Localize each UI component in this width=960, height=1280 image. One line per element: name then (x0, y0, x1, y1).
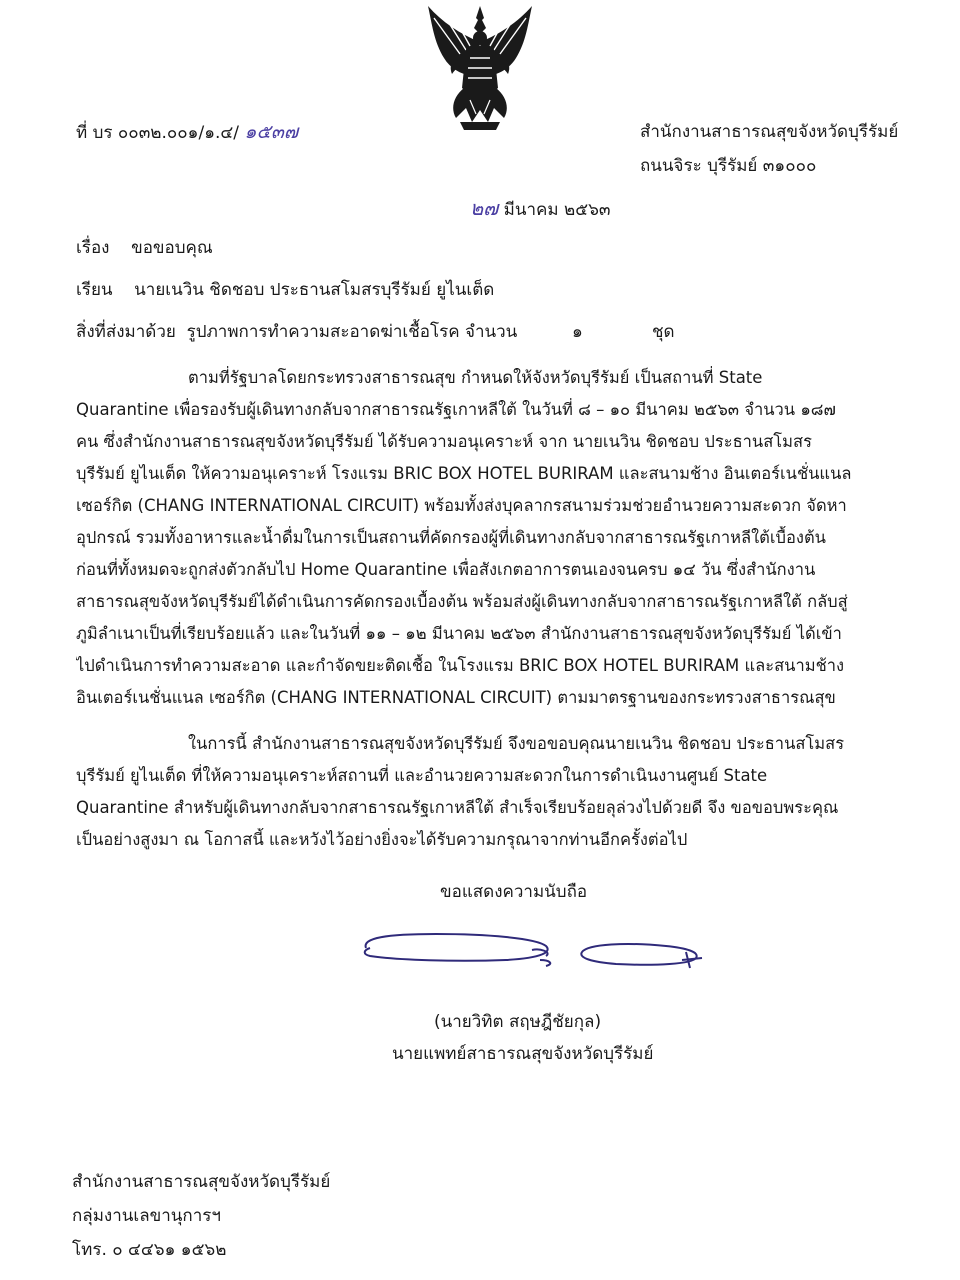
footer-phone: โทร. ๐ ๔๔๖๑ ๑๕๖๒ (72, 1240, 227, 1260)
paragraph-line: ก่อนที่ทั้งหมดจะถูกส่งตัวกลับไป Home Quarantine เพื่อสังเกตอาการตนเองจนครบ ๑๔ วัน ซึ่งสำนักงาน (76, 560, 816, 579)
footer-office: สำนักงานสาธารณสุขจังหวัดบุรีรัมย์ (72, 1172, 331, 1192)
paragraph-line: Quarantine เพื่อรองรับผู้เดินทางกลับจากสาธารณรัฐเกาหลีใต้ ในวันที่ ๘ – ๑๐ มีนาคม ๒๕๖๓ จำนวน ๑๘๗ (76, 400, 836, 419)
closing-salutation: ขอแสดงความนับถือ (440, 882, 588, 902)
paragraph-line: บุรีรัมย์ ยูไนเต็ด ให้ความอนุเคราะห์ โรงแรม BRIC BOX HOTEL BURIRAM และสนามช้าง อินเตอร์เนชั่นแนล (76, 464, 852, 483)
reference-handwritten: ๑๕๓๗ (244, 121, 299, 143)
enclosure-count: ๑ (572, 322, 583, 342)
reference-number (76, 120, 298, 145)
recipient-text: นายเนวิน ชิดชอบ ประธานสโมสรบุรีรัมย์ ยูไนเต็ด (134, 280, 495, 300)
paragraph-line: Quarantine สำหรับผู้เดินทางกลับจากสาธารณรัฐเกาหลีใต้ สำเร็จเรียบร้อยลุล่วงไปด้วยดี จึง ขอขอบพระคุณ (76, 798, 839, 817)
office-name: สำนักงานสาธารณสุขจังหวัดบุรีรัมย์ (640, 122, 899, 142)
signatory-position: นายแพทย์สาธารณสุขจังหวัดบุรีรัมย์ (392, 1044, 654, 1064)
footer-division: กลุ่มงานเลขานุการฯ (72, 1206, 221, 1226)
paragraph-line: เซอร์กิต (CHANG INTERNATIONAL CIRCUIT) พร้อมทั้งส่งบุคลากรสนามร่วมช่วยอำนวยความสะดวก จัดหา (76, 496, 847, 515)
paragraph-line: เป็นอย่างสูงมา ณ โอกาสนี้ และหวังไว้อย่างยิ่งจะได้รับความกรุณาจากท่านอีกครั้งต่อไป (76, 830, 688, 849)
signatory-name: (นายวิทิต สฤษฎีชัยกุล) (434, 1012, 602, 1032)
enclosure-line (76, 320, 517, 344)
subject-text: ขอขอบคุณ (131, 238, 213, 258)
recipient-line (76, 278, 494, 302)
subject-line (76, 236, 213, 260)
office-address: ถนนจิระ บุรีรัมย์ ๓๑๐๐๐ (640, 156, 817, 176)
paragraph-line: คน ซึ่งสำนักงานสาธารณสุขจังหวัดบุรีรัมย์ ได้รับความอนุเคราะห์ จาก นายเนวิน ชิดชอบ ประธานสโมสร (76, 432, 812, 451)
date-month-year: มีนาคม ๒๕๖๓ (503, 200, 611, 220)
reference-printed: ที่ บร ๐๐๓๒.๐๐๑/๑.๔/ (76, 123, 239, 143)
enclosure-unit: ชุด (652, 322, 675, 342)
recipient-label: เรียน (76, 280, 113, 300)
paragraph-line: ตามที่รัฐบาลโดยกระทรวงสาธารณสุข กำหนดให้จังหวัดบุรีรัมย์ เป็นสถานที่ State (188, 368, 763, 387)
paragraph-line: ภูมิลำเนาเป็นที่เรียบร้อยแล้ว และในวันที่ ๑๑ – ๑๒ มีนาคม ๒๕๖๓ สำนักงานสาธารณสุขจังหวัดบุรีรัมย์ ได้เข้า (76, 624, 842, 643)
enclosure-text: รูปภาพการทำความสะอาดฆ่าเชื้อโรค จำนวน (186, 322, 518, 342)
letter-date (470, 196, 610, 222)
enclosure-label: สิ่งที่ส่งมาด้วย (76, 322, 176, 342)
paragraph-line: บุรีรัมย์ ยูไนเต็ด ที่ให้ความอนุเคราะห์สถานที่ และอำนวยความสะดวกในการดำเนินงานศูนย์ State (76, 766, 768, 785)
date-day-handwritten: ๒๗ (470, 196, 499, 220)
paragraph-line: สาธารณสุขจังหวัดบุรีรัมย์ได้ดำเนินการคัดกรองเบื้องต้น พร้อมส่งผู้เดินทางกลับจากสาธารณรัฐเกาหลีใต้ กลับสู่ (76, 592, 848, 611)
paragraph-line: อินเตอร์เนชั่นแนล เซอร์กิต (CHANG INTERNATIONAL CIRCUIT) ตามมาตรฐานของกระทรวงสาธารณสุข (76, 688, 836, 707)
paragraph-line: ไปดำเนินการทำความสะอาด และกำจัดขยะติดเชื้อ ในโรงแรม BRIC BOX HOTEL BURIRAM และสนามช้าง (76, 656, 845, 675)
subject-label: เรื่อง (76, 238, 110, 258)
paragraph-line: ในการนี้ สำนักงานสาธารณสุขจังหวัดบุรีรัมย์ จึงขอขอบคุณนายเนวิน ชิดชอบ ประธานสโมสร (188, 734, 845, 753)
handwritten-signature (356, 924, 716, 984)
garuda-emblem-icon (420, 4, 540, 134)
paragraph-line: อุปกรณ์ รวมทั้งอาหารและน้ำดื่มในการเป็นสถานที่คัดกรองผู้ที่เดินทางกลับจากสาธารณรัฐเกาหลีใต้เบื้องต้น (76, 528, 826, 547)
